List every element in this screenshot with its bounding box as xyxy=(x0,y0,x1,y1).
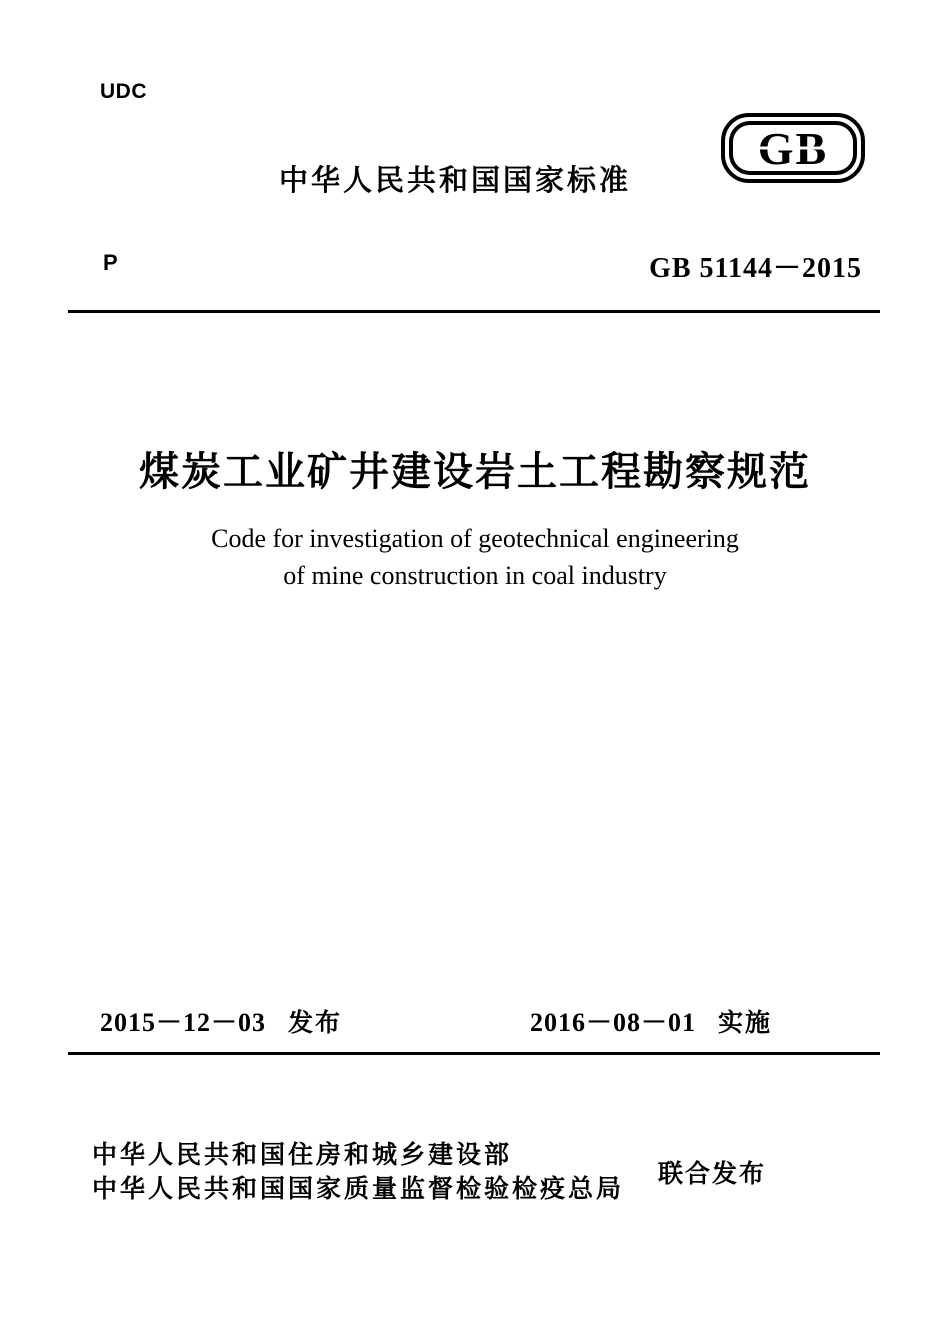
svg-text:GB: GB xyxy=(757,123,829,174)
issue-date-label: 发布 xyxy=(288,1008,343,1037)
footer-issuers xyxy=(92,1138,882,1206)
joint-release-label: 联合发布 xyxy=(658,1159,767,1188)
classification-mark: P xyxy=(103,250,118,275)
page-title-english-line2: of mine construction in coal industry xyxy=(283,561,667,590)
date-row xyxy=(68,1002,880,1039)
page-title-english-line1: Code for investigation of geotechnical engineering xyxy=(211,524,739,553)
divider-top xyxy=(68,310,880,313)
gb-logo xyxy=(720,112,866,184)
national-standard-heading: 中华人民共和国国家标准 xyxy=(278,163,631,197)
issue-date: 2015－12－03 xyxy=(100,1008,267,1037)
page-title-english xyxy=(0,520,950,594)
issuer-list xyxy=(92,1138,624,1206)
issuer-line-1: 中华人民共和国住房和城乡建设部 xyxy=(92,1140,513,1169)
udc-label: UDC xyxy=(100,80,147,103)
standard-code: GB 51144－2015 xyxy=(649,253,862,284)
effective-date-block xyxy=(474,1002,880,1039)
effective-date-label: 实施 xyxy=(718,1008,773,1037)
issuer-line-2: 中华人民共和国国家质量监督检验检疫总局 xyxy=(92,1174,625,1203)
divider-bottom xyxy=(68,1052,880,1055)
issue-date-block xyxy=(68,1002,474,1039)
effective-date: 2016－08－01 xyxy=(530,1008,697,1037)
page-title-chinese: 煤炭工业矿井建设岩土工程勘察规范 xyxy=(139,449,811,495)
